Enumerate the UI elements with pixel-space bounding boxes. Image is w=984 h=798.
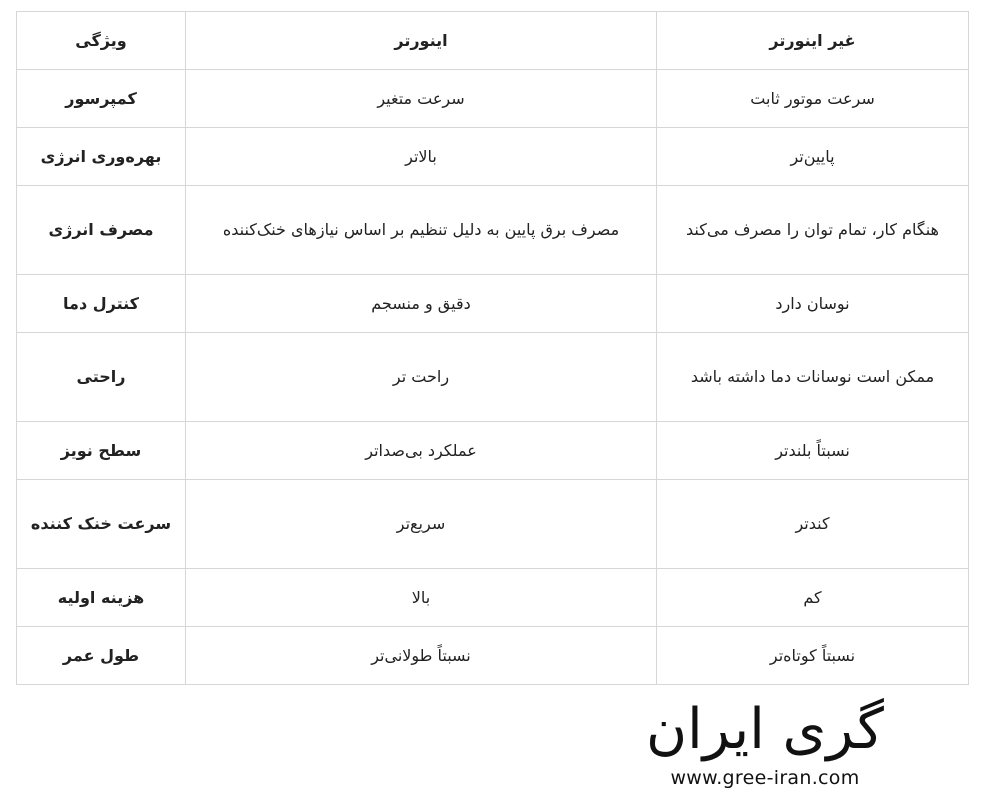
inverter-cell: دقیق و منسجم: [186, 275, 657, 333]
comparison-table-container: [16, 11, 968, 685]
feature-cell: مصرف انرژی: [17, 186, 186, 275]
table-row: [17, 480, 969, 569]
brand-url: www.gree-iran.com: [670, 767, 860, 789]
non-inverter-cell: پایین‌تر: [657, 128, 969, 186]
header-feature: ویژگی: [17, 12, 186, 70]
non-inverter-cell: نسبتاً کوتاه‌تر: [657, 627, 969, 685]
feature-cell: هزینه اولیه: [17, 569, 186, 627]
non-inverter-cell: کندتر: [657, 480, 969, 569]
table-row: [17, 70, 969, 128]
feature-cell: سرعت خنک کننده: [17, 480, 186, 569]
inverter-cell: بالاتر: [186, 128, 657, 186]
header-inverter: اینورتر: [186, 12, 657, 70]
table-row: [17, 422, 969, 480]
non-inverter-cell: هنگام کار، تمام توان را مصرف می‌کند: [657, 186, 969, 275]
non-inverter-cell: نسبتاً بلندتر: [657, 422, 969, 480]
inverter-cell: بالا: [186, 569, 657, 627]
table-row: [17, 186, 969, 275]
feature-cell: کمپرسور: [17, 70, 186, 128]
brand-name: گری ایران: [646, 697, 884, 762]
inverter-cell: نسبتاً طولانی‌تر: [186, 627, 657, 685]
inverter-cell: راحت تر: [186, 333, 657, 422]
brand-watermark: [620, 690, 910, 794]
inverter-cell: عملکرد بی‌صداتر: [186, 422, 657, 480]
table-row: [17, 275, 969, 333]
non-inverter-cell: ممکن است نوسانات دما داشته باشد: [657, 333, 969, 422]
table-header-row: [17, 12, 969, 70]
feature-cell: سطح نویز: [17, 422, 186, 480]
table-row: [17, 128, 969, 186]
feature-cell: بهره‌وری انرژی: [17, 128, 186, 186]
feature-cell: کنترل دما: [17, 275, 186, 333]
header-non-inverter: غیر اینورتر: [657, 12, 969, 70]
non-inverter-cell: سرعت موتور ثابت: [657, 70, 969, 128]
non-inverter-cell: نوسان دارد: [657, 275, 969, 333]
inverter-cell: سریع‌تر: [186, 480, 657, 569]
non-inverter-cell: کم: [657, 569, 969, 627]
feature-cell: راحتی: [17, 333, 186, 422]
feature-cell: طول عمر: [17, 627, 186, 685]
table-row: [17, 627, 969, 685]
inverter-cell: مصرف برق پایین به دلیل تنظیم بر اساس نیازهای خنک‌کننده: [186, 186, 657, 275]
inverter-comparison-table: [16, 11, 969, 685]
table-row: [17, 569, 969, 627]
inverter-cell: سرعت متغیر: [186, 70, 657, 128]
table-row: [17, 333, 969, 422]
